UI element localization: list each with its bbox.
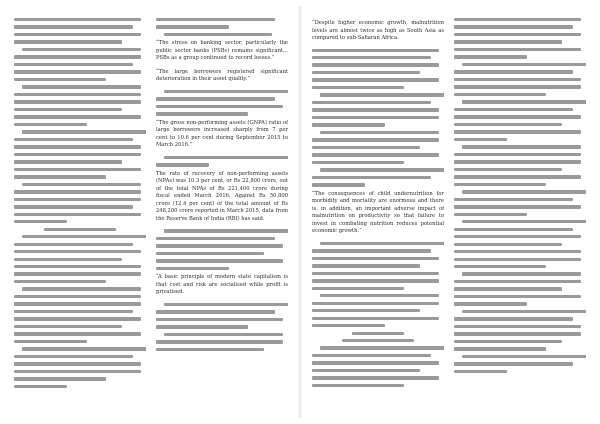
quote-text: The rate of recovery of non-performing assets (NPAs) was 10.3 per cent, or Rs 22,800 crore, out of the total NPAs of Rs 221,400 crore during fiscal ended March 2016. Against Rs 50,800 crore (12.4 per cent) of the total amount of Rs 248,200 crore reported in March 2015, data from the Reserve Bank of India (RBI) has said. (156, 170, 288, 222)
left-page (0, 0, 296, 424)
right-page-column-1 (312, 18, 444, 396)
quote-text: “The stress on banking sector, particularly the public sector banks (PSBs) remains significant... PSBs as a group continued to record losses.” (156, 40, 288, 62)
quote-text: “The large borrowers registered significant deterioration in their asset quality.” (156, 68, 288, 83)
page-gutter (298, 6, 302, 418)
right-page-column-2 (454, 18, 586, 396)
quote-text: “The consequences of child undernutrition for morbidity and mortality are enormous and there is, in addition, an important adverse impact of malnutrition on productivity so that failure to invest in combating nutrition reduces potential economic growth.” (312, 190, 444, 235)
right-page (304, 0, 600, 424)
quote-text: “Despite higher economic growth, malnutrition levels are almost twice as high as South Asia as compared to sub-Saharan Africa. (312, 20, 444, 41)
left-page-column-1 (14, 18, 146, 396)
quote-text: “A basic principle of modern state capitalism is that cost and risk are socialised while profit is privatised. (156, 274, 288, 296)
left-page-column-2 (156, 18, 288, 396)
quote-text: “The gross non-performing assets (GNPA) ratio of large borrowers increased sharply from 7 per cent to 10.6 per cent during September 2015 to March 2016.” (156, 119, 288, 149)
